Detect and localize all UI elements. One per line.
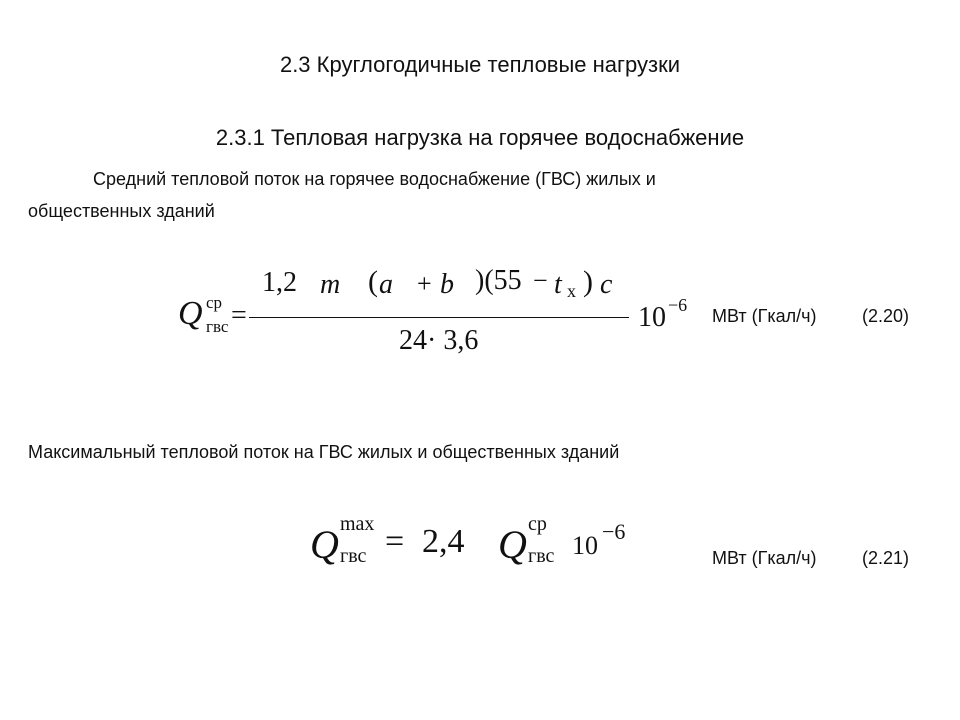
power-exponent: −6	[668, 295, 688, 315]
numerator-middle: )(55	[475, 265, 522, 296]
formula-2-21-number: (2.21)	[862, 548, 910, 568]
formula-superscript: ср	[206, 293, 223, 312]
formula-equals: =	[231, 300, 247, 331]
formula-2-20-number: (2.20)	[862, 306, 910, 326]
numerator-close-paren: )	[583, 265, 593, 298]
formula2-superscript-2: ср	[528, 513, 547, 535]
numerator-t-subscript: х	[567, 281, 576, 301]
fraction-bar	[249, 317, 629, 318]
formula-2-20-units: МВт (Гкал/ч)	[712, 306, 817, 326]
numerator-minus: −	[533, 266, 548, 295]
paragraph-2: Максимальный тепловой поток на ГВС жилых и общественных зданий	[28, 442, 620, 462]
power-base: 10	[638, 302, 666, 333]
numerator-b: b	[440, 269, 454, 300]
numerator-open-paren: (	[368, 265, 378, 298]
numerator-a: a	[379, 269, 393, 300]
numerator-t: t	[554, 269, 562, 300]
formula2-coefficient: 2,4	[422, 523, 465, 560]
paragraph-line-1: Средний тепловой поток на горячее водоснабжение (ГВС) жилых и	[93, 169, 656, 189]
formula-2-21	[300, 505, 680, 595]
subsection-title: 2.3.1 Тепловая нагрузка на горячее водоснабжение	[215, 125, 745, 150]
formula-subscript: гвс	[206, 317, 229, 336]
formula2-subscript-2: гвс	[528, 545, 555, 567]
formula2-q-symbol: Q	[310, 522, 339, 567]
formula-2-21-units: МВт (Гкал/ч)	[712, 548, 817, 568]
formula-2-20	[170, 255, 730, 365]
formula2-superscript: max	[340, 513, 375, 535]
formula2-equals: =	[385, 523, 405, 560]
numerator-plus: +	[417, 269, 432, 298]
numerator-coefficient: 1,2	[262, 267, 297, 298]
section-title: 2.3 Круглогодичные тепловые нагрузки	[279, 52, 681, 77]
formula2-subscript: гвс	[340, 545, 367, 567]
numerator-m: m	[320, 269, 341, 300]
denominator: 24· 3,6	[399, 325, 479, 356]
formula2-power-exponent: −6	[602, 519, 626, 544]
formula2-q-symbol-2: Q	[498, 522, 527, 567]
numerator-c: c	[600, 269, 613, 300]
formula-q-symbol: Q	[178, 295, 203, 332]
formula2-power-base: 10	[572, 531, 598, 560]
paragraph-line-2: общественных зданий	[28, 201, 215, 221]
